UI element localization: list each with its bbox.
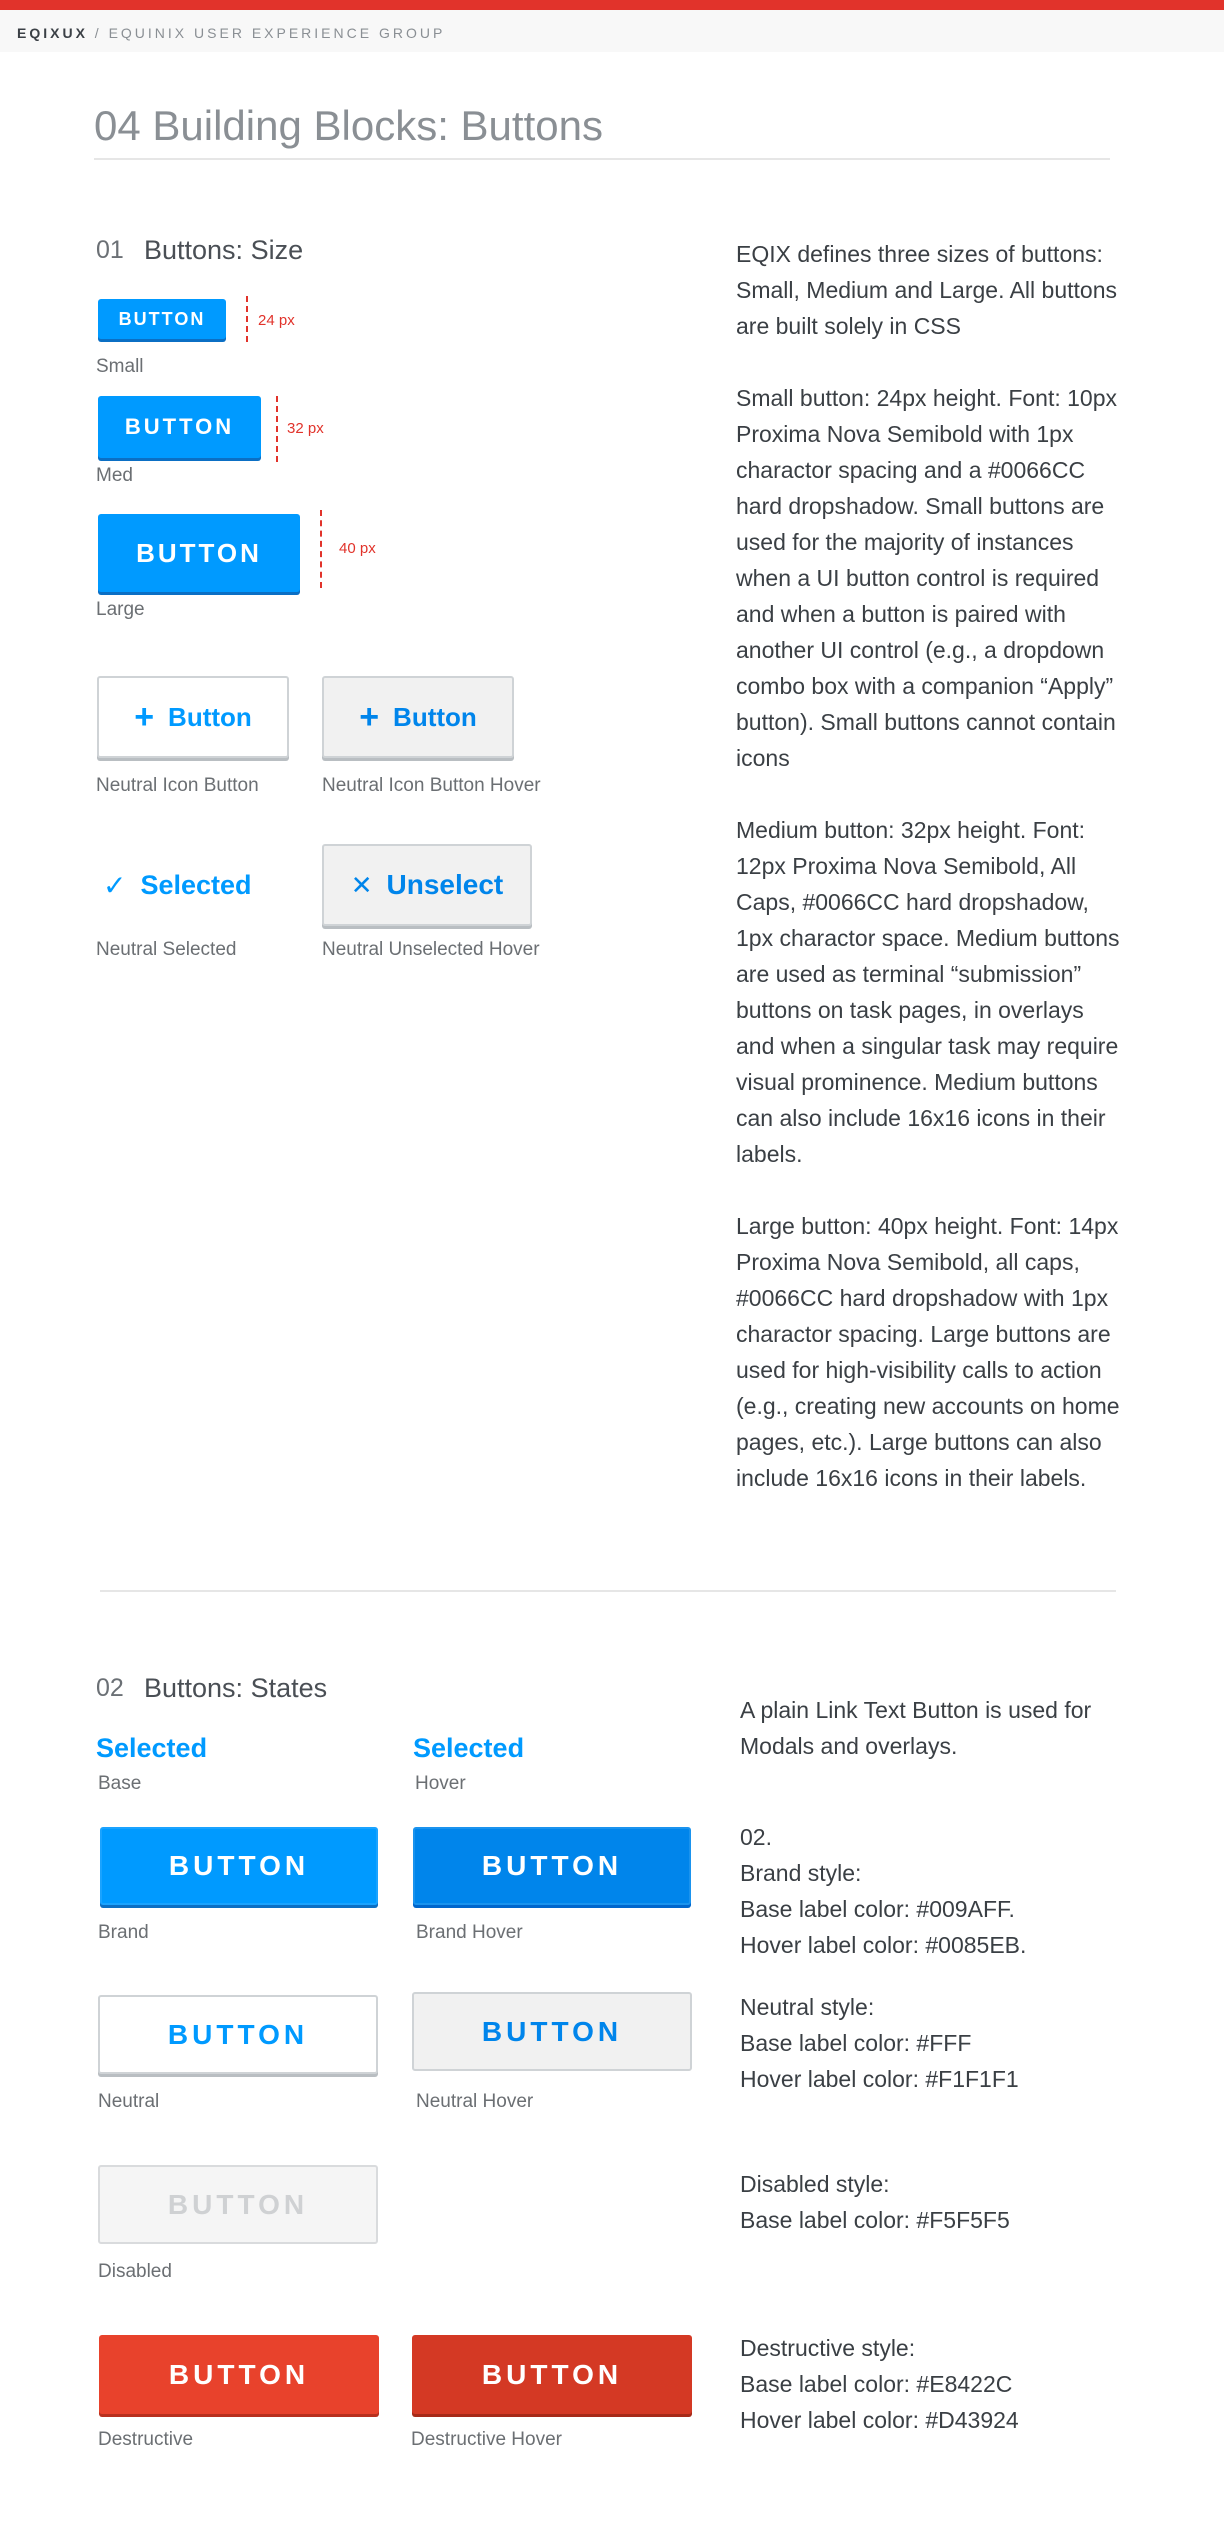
link-text-button-selected[interactable]: Selected (96, 1733, 208, 1763)
medium-button[interactable]: BUTTON (98, 396, 261, 458)
button-caption: Small (96, 356, 144, 377)
text-line: Base label color: #F5F5F5 (740, 2207, 1010, 2233)
text-line: pages, etc.). Large buttons can also (736, 1429, 1102, 1455)
paragraph (736, 236, 1120, 344)
disabled-style-note (740, 2166, 1010, 2238)
section-title: Buttons: Size (144, 235, 304, 265)
button-caption: Neutral Icon Button (96, 775, 259, 796)
button-label: Selected (140, 869, 252, 900)
link-button-note (740, 1692, 1091, 1764)
dimension-label: 24 px (258, 312, 295, 329)
button-caption: Destructive Hover (411, 2429, 562, 2450)
text-line: 12px Proxima Nova Semibold, All (736, 853, 1077, 879)
button-caption: Brand Hover (416, 1922, 523, 1943)
text-line: Base label color: #FFF (740, 2030, 972, 2056)
text-line: visual prominence. Medium buttons (736, 1069, 1098, 1095)
text-line: Proxima Nova Semibold, all caps, (736, 1249, 1080, 1275)
button-caption: Hover (415, 1773, 466, 1794)
brand-logo-text[interactable]: EQIXUX (17, 25, 88, 41)
text-line: Small button: 24px height. Font: 10px (736, 385, 1118, 411)
text-line: (e.g., creating new accounts on home (736, 1393, 1120, 1419)
button-caption: Large (96, 599, 145, 620)
button-caption: Neutral Selected (96, 939, 237, 960)
text-line: include 16x16 icons in their labels. (736, 1465, 1087, 1491)
destructive-button[interactable]: BUTTON (99, 2335, 379, 2414)
neutral-unselect-button-hover[interactable] (322, 844, 532, 926)
brand-style-note (740, 1819, 1026, 1963)
text-line: Hover label color: #D43924 (740, 2407, 1019, 2433)
text-line: #0066CC hard dropshadow with 1px (736, 1285, 1109, 1311)
text-line: are used as terminal “submission” (736, 961, 1082, 987)
text-line: and when a button is paired with (736, 601, 1066, 627)
button-caption: Base (98, 1773, 142, 1794)
button-label: Unselect (386, 869, 504, 900)
text-line: 1px charactor space. Medium buttons (736, 925, 1120, 951)
disabled-button: BUTTON (98, 2165, 378, 2244)
button-label: Button (168, 701, 252, 732)
text-line: Modals and overlays. (740, 1733, 958, 1759)
neutral-icon-button[interactable] (97, 676, 289, 758)
brand-button-hover[interactable]: BUTTON (413, 1827, 691, 1905)
paragraph (736, 812, 1120, 1172)
text-line: used for high-visibility calls to action (736, 1357, 1102, 1383)
dimension-line (320, 510, 322, 588)
section-divider (100, 1590, 1116, 1592)
text-line: A plain Link Text Button is used for (740, 1697, 1092, 1723)
plus-icon: + (134, 697, 155, 736)
text-line: Brand style: (740, 1860, 862, 1886)
text-line: Hover label color: #0085EB. (740, 1932, 1027, 1958)
size-description (736, 236, 1120, 1496)
button-caption: Neutral Hover (416, 2091, 534, 2112)
text-line: Disabled style: (740, 2171, 890, 2197)
neutral-button[interactable]: BUTTON (98, 1995, 378, 2074)
text-line: combo box with a companion “Apply” (736, 673, 1114, 699)
text-line: Neutral style: (740, 1994, 875, 2020)
dimension-label: 40 px (339, 540, 376, 557)
button-caption: Neutral Unselected Hover (322, 939, 540, 960)
neutral-style-note (740, 1989, 1019, 2097)
text-line: Small, Medium and Large. All buttons (736, 277, 1117, 303)
text-line: charactor spacing. Large buttons are (736, 1321, 1111, 1347)
button-caption: Disabled (98, 2261, 172, 2282)
breadcrumb-separator: / (87, 25, 109, 41)
dimension-line (276, 396, 278, 462)
text-line: Base label color: #E8422C (740, 2371, 1013, 2397)
text-line: another UI control (e.g., a dropdown (736, 637, 1105, 663)
button-caption: Destructive (98, 2429, 194, 2450)
neutral-icon-button-hover[interactable] (322, 676, 514, 758)
text-line: and when a singular task may require (736, 1033, 1119, 1059)
button-caption: Brand (98, 1922, 149, 1943)
destructive-button-hover[interactable]: BUTTON (412, 2335, 692, 2414)
neutral-button-hover[interactable]: BUTTON (412, 1992, 692, 2071)
text-line: Base label color: #009AFF. (740, 1896, 1015, 1922)
text-line: 02. (740, 1824, 772, 1850)
text-line: used for the majority of instances (736, 529, 1074, 555)
section-title: Buttons: States (144, 1673, 328, 1703)
close-icon: ✕ (350, 869, 373, 900)
text-line: EQIX defines three sizes of buttons: (736, 241, 1103, 267)
small-button[interactable]: BUTTON (98, 299, 226, 339)
text-line: Large button: 40px height. Font: 14px (736, 1213, 1119, 1239)
dimension-line (246, 296, 248, 342)
paragraph (736, 1208, 1120, 1496)
text-line: Medium button: 32px height. Font: (736, 817, 1086, 843)
group-name: EQUINIX USER EXPERIENCE GROUP (108, 25, 446, 41)
check-icon: ✓ (103, 869, 127, 901)
text-line: button). Small buttons cannot contain (736, 709, 1116, 735)
text-line: when a UI button control is required (736, 565, 1100, 591)
text-line: buttons on task pages, in overlays (736, 997, 1084, 1023)
section-number: 01 (96, 236, 124, 264)
text-line: icons (736, 745, 790, 771)
text-line: hard dropshadow. Small buttons are (736, 493, 1105, 519)
text-line: labels. (736, 1141, 803, 1167)
text-line: can also include 16x16 icons in their (736, 1105, 1106, 1131)
title-divider (94, 158, 1110, 160)
brand-button[interactable]: BUTTON (100, 1827, 378, 1905)
text-line: Caps, #0066CC hard dropshadow, (736, 889, 1089, 915)
text-line: Proxima Nova Semibold with 1px (736, 421, 1074, 447)
dimension-label: 32 px (287, 420, 324, 437)
button-caption: Med (96, 465, 133, 486)
breadcrumb (17, 25, 445, 41)
page-title: 04 Building Blocks: Buttons (94, 102, 603, 149)
text-line: charactor spacing and a #0066CC (736, 457, 1086, 483)
text-line: Destructive style: (740, 2335, 916, 2361)
neutral-selected-button[interactable] (97, 844, 289, 926)
button-caption: Neutral (98, 2091, 160, 2112)
large-button[interactable]: BUTTON (98, 514, 300, 592)
section-number: 02 (96, 1674, 124, 1702)
text-line: Hover label color: #F1F1F1 (740, 2066, 1019, 2092)
button-label: Button (393, 701, 477, 732)
paragraph (736, 380, 1120, 776)
plus-icon: + (359, 697, 380, 736)
top-accent-bar (0, 0, 1224, 10)
button-caption: Neutral Icon Button Hover (322, 775, 541, 796)
text-line: are built solely in CSS (736, 313, 961, 339)
link-text-button-selected-hover[interactable]: Selected (413, 1733, 525, 1763)
destructive-style-note (740, 2330, 1019, 2438)
